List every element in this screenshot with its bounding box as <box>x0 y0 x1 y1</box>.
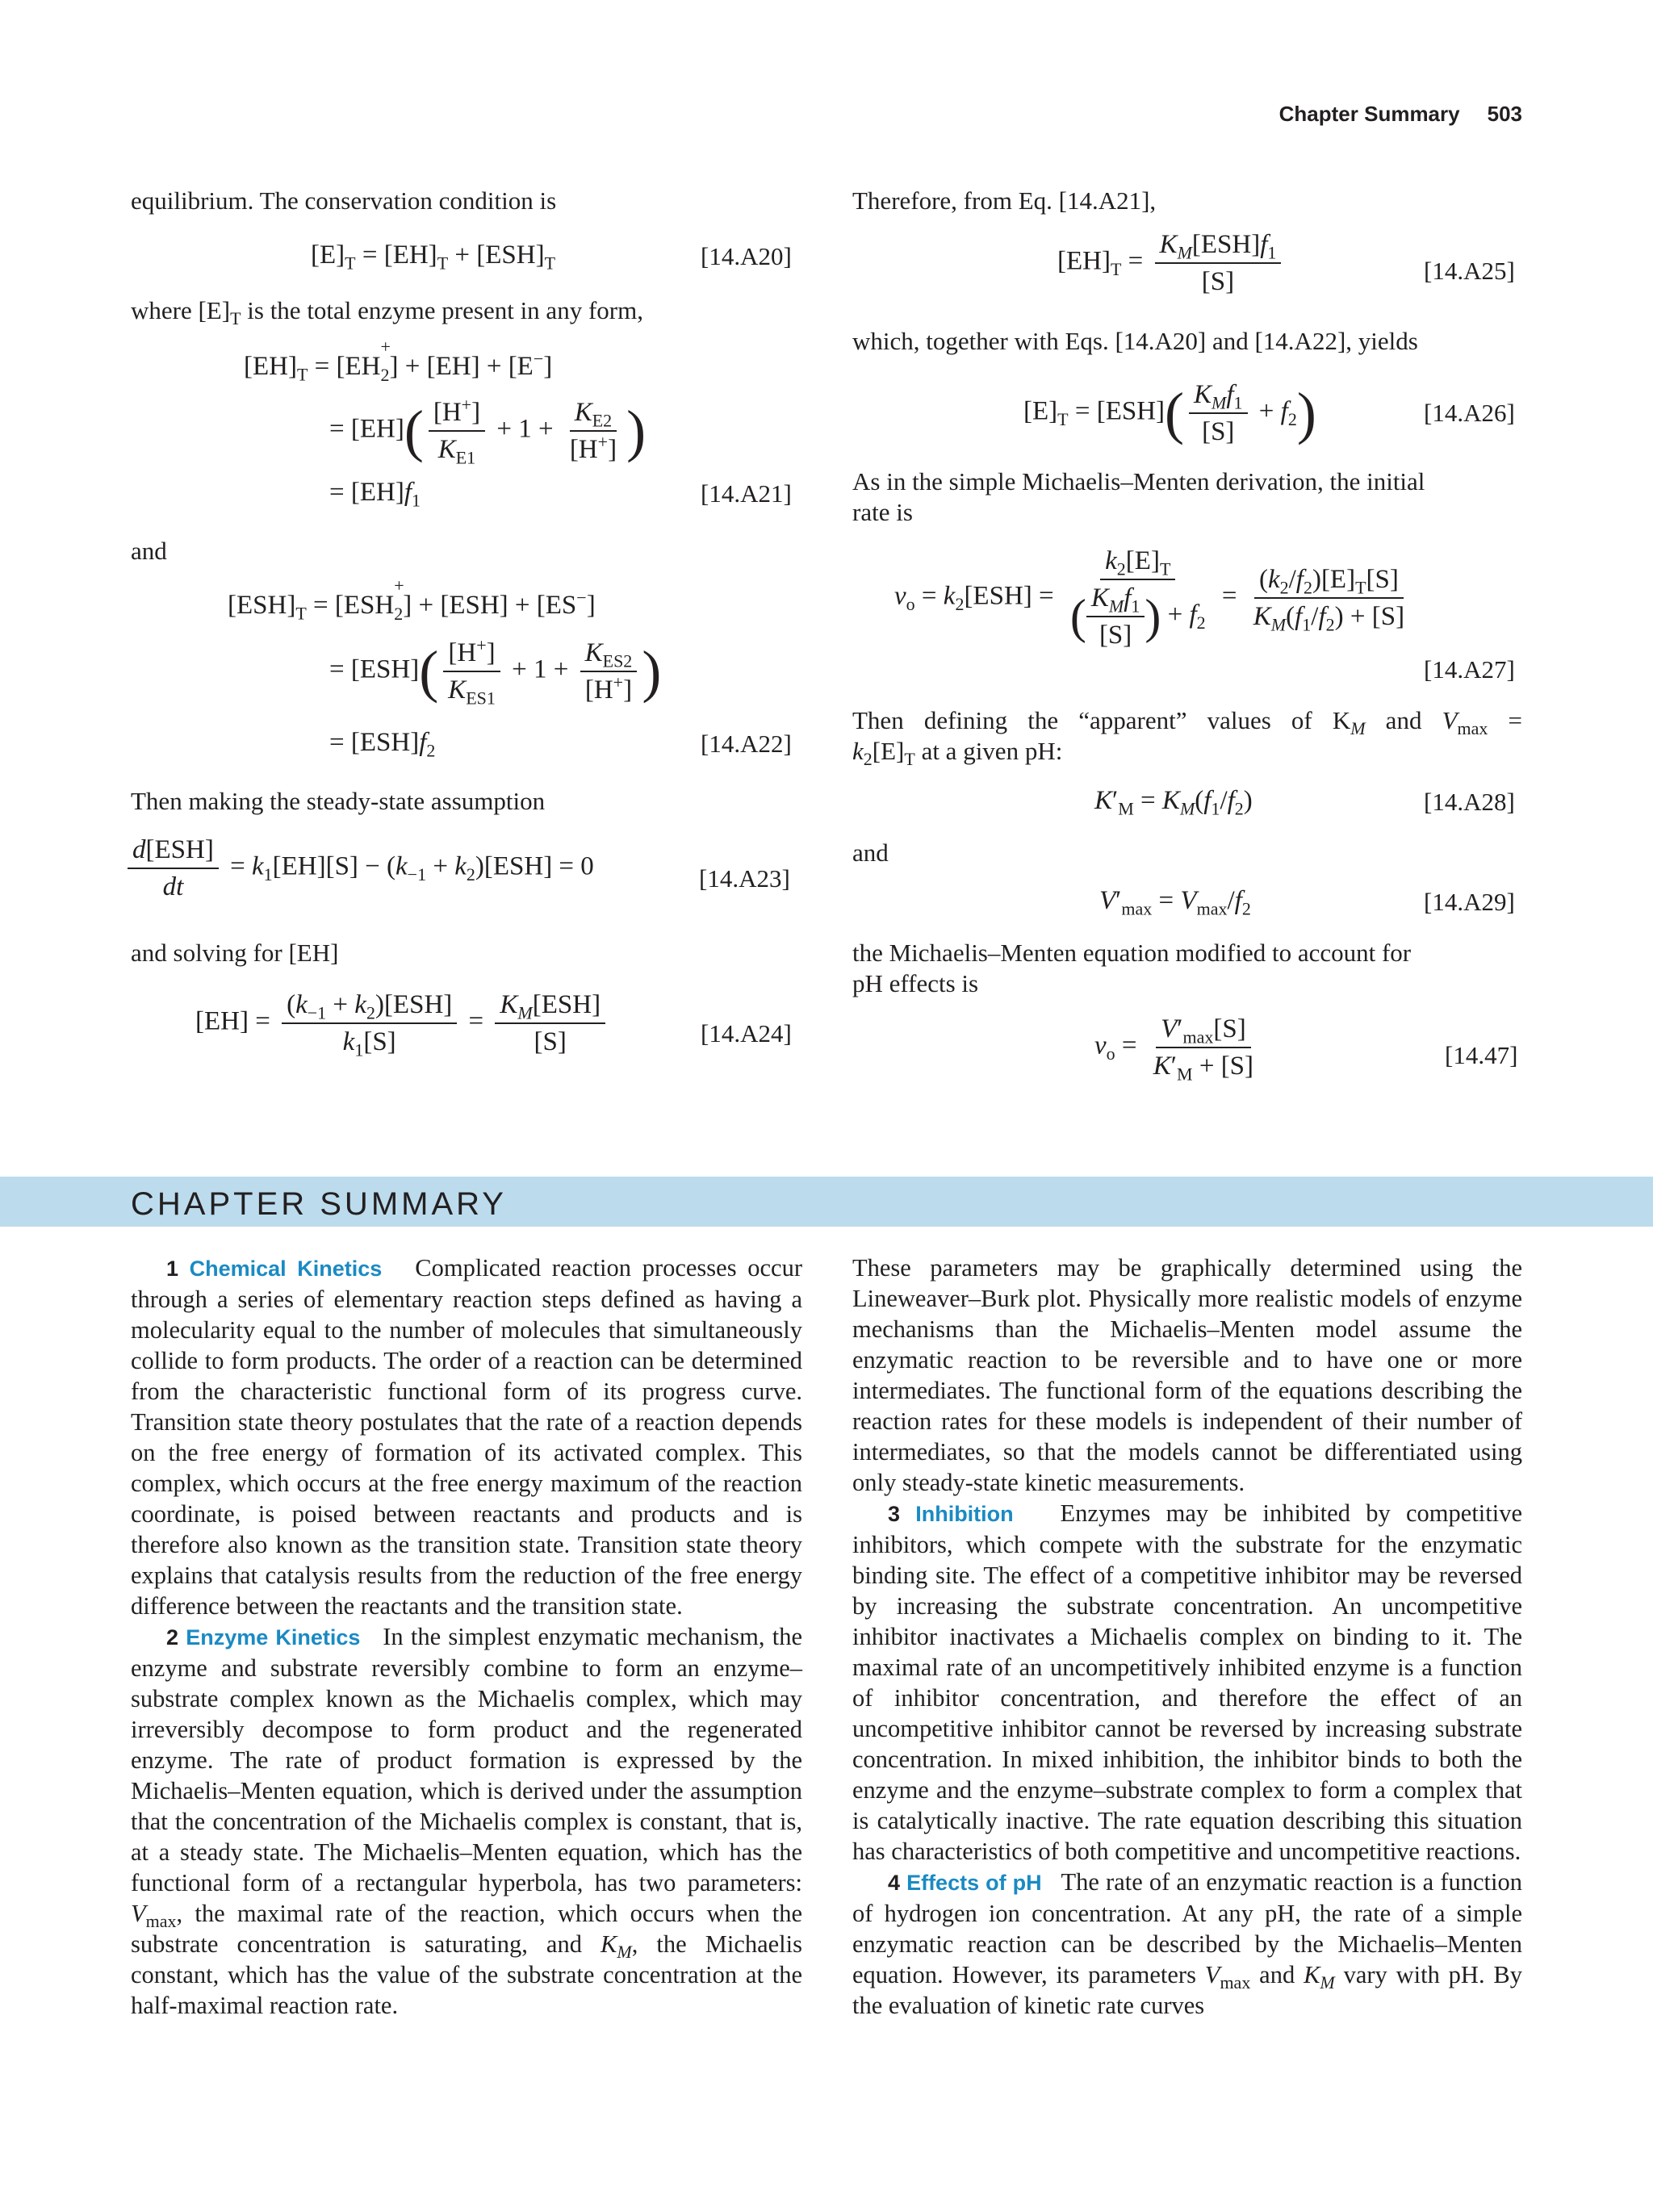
summary-section-2: 2 Enzyme Kinetics In the simplest enzymatic mechanism, the enzyme and substrate reversibly combine to form an enzyme–substrate complex known as the Michaelis complex, which may irreversibly decompose to form product and the regenerated enzyme. The rate of product formation is expressed by the Michaelis–Menten equation, which is derived under the assumption that the concentration of the Michaelis complex is constant, that is, at a steady state. The Michaelis–Menten equation, which has the functional form of a rectangular hyperbola, has two parameters: $V_{max}$, the maximal rate of the reaction, which occurs when the substrate concentration is saturating, and $K_M$, the Michaelis constant, which has the value of the substrate concentration at the half-maximal reaction rate. <box>131 1623 803 2019</box>
equation-a28: $K'_M = K_M(f_1/f_2)$ <box>1094 786 1253 819</box>
section-4-text-b: and <box>1259 1961 1295 1988</box>
simple-derivation-text-2: rate is <box>852 498 913 526</box>
equation-number-a26: [14.A26] <box>1424 399 1515 427</box>
equation-number-a20: [14.A20] <box>701 242 792 270</box>
equation-esh-total: $[ESH]_T = [ESH$ $_{+ 2}$] + [ESH] + [ES−] <box>228 575 596 624</box>
equation-eh-expanded: = [EH]( $\frac{[H^+]}{K_{E1}}$ + 1 + $\frac{K_{E2}}{[H^+]}$ ) <box>329 395 647 468</box>
equation-a26: $[E]_T = [ESH]$( $\frac{K_Mf_1}{[S]}$ + $f_2$) <box>1023 380 1316 446</box>
chapter-summary-title: CHAPTER SUMMARY <box>131 1186 507 1222</box>
intro-text: equilibrium. The conservation condition is <box>131 186 557 215</box>
section-2-heading <box>166 1625 360 1650</box>
equation-number-a29: [14.A29] <box>1424 888 1515 916</box>
equation-a25: $[EH]_T$ = $\frac{K_M[ESH]f_1}{[S]}$ <box>1057 229 1286 297</box>
section-1-number: 1 <box>166 1257 179 1281</box>
summary-right-column <box>852 1252 1522 2021</box>
therefore-text: Therefore, from Eq. [14.A21], <box>852 186 1157 215</box>
summary-section-3 <box>852 1498 1522 1867</box>
section-2-number: 2 <box>166 1625 179 1650</box>
equation-esh-f2: = $[ESH]f_2$ <box>329 728 436 761</box>
and-text-1: and <box>131 537 167 565</box>
section-4-number: 4 <box>888 1871 901 1895</box>
running-header <box>1279 102 1522 127</box>
equation-number-1447: [14.47] <box>1445 1041 1518 1069</box>
modified-text-1: the Michaelis–Menten equation modified to account for <box>852 939 1412 967</box>
section-4-text-a: The rate of an enzymatic reaction is a function of hydrogen ion concentration. At any pH, the rate of a simple enzymatic reaction can be described by the Michaelis–Menten equation. However, its parameters <box>852 1868 1522 1988</box>
modified-text-2: pH effects is <box>852 969 979 997</box>
section-1-heading <box>166 1257 382 1281</box>
equation-number-a22: [14.A22] <box>701 730 792 758</box>
which-yields-text: which, together with Eqs. [14.A20] and [14.A22], yields <box>852 327 1418 355</box>
section-2-text-b: , the maximal rate of the reaction, which occurs when the substrate concentration is saturating, and <box>131 1900 802 1958</box>
section-2-text-a: In the simplest enzymatic mechanism, the enzyme and substrate reversibly combine to form an enzyme–substrate complex known as the Michaelis complex, which may irreversibly decompose to form product and the regenerated enzyme. The rate of product formation is expressed by the Michaelis–Menten equation, which is derived under the assumption that the concentration of the Michaelis complex is constant, that is, at a steady state. The Michaelis–Menten equation, which has the functional form of a rectangular hyperbola, has two parameters: <box>131 1623 803 1896</box>
equation-1447: $v_o$ = $\frac{V'_{max}[S]}{K'_M + [S]}$ <box>1094 1014 1254 1085</box>
summary-left-column <box>131 1252 802 2021</box>
equation-eh-total: $[EH]_T = [EH$ $_{+ 2}$] + [EH] + [E−] <box>244 336 553 385</box>
equation-esh-expanded: = [ESH]( $\frac{[H^+]}{K_{ES1}}$ + 1 + $\frac{K_{ES2}}{[H^+]}$ ) <box>329 635 662 709</box>
section-3-title: Inhibition <box>915 1502 1014 1526</box>
equation-eh-f1: = $[EH]f_1$ <box>329 478 421 511</box>
where-text: where $[E]_T$ is the total enzyme present in any form, <box>131 296 643 329</box>
equation-a23: $\frac{\text{d[ESH]}}{dt}$ = $k_1[EH][S] - (k_{-1} + k_2)[ESH] = 0$ <box>123 834 594 902</box>
equation-a24: [EH] = $\frac{(k_{-1} + k_2)[ESH]}{k_1[S]}$ = $\frac{K_M[ESH]}{[S]}$ <box>195 989 610 1057</box>
steady-state-text: Then making the steady-state assumption <box>131 787 546 815</box>
page-number: 503 <box>1487 102 1522 126</box>
and-text-2: and <box>852 838 889 867</box>
equation-number-a24: [14.A24] <box>701 1019 792 1047</box>
section-3-number: 3 <box>888 1502 901 1526</box>
section-1-title: Chemical Kinetics <box>189 1257 383 1281</box>
section-3-heading <box>888 1502 1014 1526</box>
section-4-title: Effects of pH <box>906 1871 1042 1895</box>
simple-derivation-text-1: As in the simple Michaelis–Menten derivation, the initial <box>852 467 1425 496</box>
summary-section-4: 4 Effects of pH The rate of an enzymatic reaction is a function of hydrogen ion concentration. At any pH, the rate of a simple enzymatic reaction can be described by the Michaelis–Menten equation. However, its parameters $V_{max}$ and $K_M$ vary with pH. By the evaluation of kinetic rate curves <box>852 1868 1523 2019</box>
section-3-text: Enzymes may be inhibited by competitive inhibitors, which compete with the substrate for the enzymatic binding site. The effect of a competitive inhibitor may be reversed by increasing the substrate concentration. An uncompetitive inhibitor inactivates a Michaelis complex on binding to it. The maximal rate of an uncompetitively inhibited enzyme is a function of inhibitor concentration, and therefore the effect of an uncompetitive inhibitor cannot be reversed by increasing substrate concentration. In mixed inhibition, the inhibitor binds to both the enzyme and the enzyme–substrate complex to form a complex that is catalytically inactive. The rate equation describing this situation has characteristics of both competitive and uncompetitive reactions. <box>852 1499 1522 1865</box>
equation-a20: $[E]_T = [EH]_T + [ESH]_T$ <box>311 240 556 274</box>
section-2-text-c: , the Michaelis constant, which has the value of the substrate concentration at the half-maximal reaction rate. <box>131 1930 802 2019</box>
defining-text-1: Then defining the “apparent” values of $K_M$ and $V_{max}$ = <box>852 706 1522 739</box>
solving-text: and solving for [EH] <box>131 939 339 967</box>
section-4-text-c: vary with pH. By the evaluation of kinetic rate curves <box>852 1961 1523 2019</box>
defining-text-2: $k_2[E]_T$ at a given pH: <box>852 737 1063 770</box>
equation-number-a27: [14.A27] <box>1424 655 1515 684</box>
section-4-heading <box>888 1871 1042 1895</box>
equation-a29: $V'_{max} = V_{max}/f_2$ <box>1099 886 1251 919</box>
running-header-title: Chapter Summary <box>1278 102 1460 126</box>
summary-section-1 <box>131 1252 802 1621</box>
section-2-title: Enzyme Kinetics <box>186 1625 361 1650</box>
equation-number-a28: [14.A28] <box>1424 788 1515 816</box>
equation-number-a25: [14.A25] <box>1424 257 1515 285</box>
defining-text-1-main: Then defining the “apparent” values of K <box>852 706 1351 734</box>
section-1-text: Complicated reaction processes occur through a series of elementary reaction steps defined as having a molecularity equal to the number of molecules that simultaneously collide to form products. The order of a reaction can be determined from the characteristic functional form of its progress curve. Transition state theory postulates that the rate of a reaction depends on the free energy of formation of its activated complex. This complex, which occurs at the free energy maximum of the reaction coordinate, is poised between reactants and products and is therefore also known as the transition state. Transition state theory explains that catalysis results from the reduction of the free energy difference between the reactants and the transition state. <box>131 1254 802 1620</box>
summary-section-2-continued: These parameters may be graphically determined using the Lineweaver–Burk plot. Physically more realistic models of enzyme mechanisms than the Michaelis–Menten model assume the enzymatic reaction to be reversible and to have one or more intermediates. The functional form of the equations describing the reaction rates for these models is independent of their number of intermediates, so that the models cannot be differentiated using only steady-state kinetic measurements. <box>852 1254 1522 1496</box>
equation-a27: $v_o = k_2[ESH]$ = $k_2[E]_T$ ( $\frac{K_Mf_1}{[S]}$ ) + $f_2$ = $\frac{(k_2/f_2)[E]_T[S]}{K_M(f_1/f_2) + [S]}$ <box>894 546 1405 650</box>
equation-number-a21: [14.A21] <box>701 479 792 508</box>
equation-number-a23: [14.A23] <box>699 864 790 893</box>
